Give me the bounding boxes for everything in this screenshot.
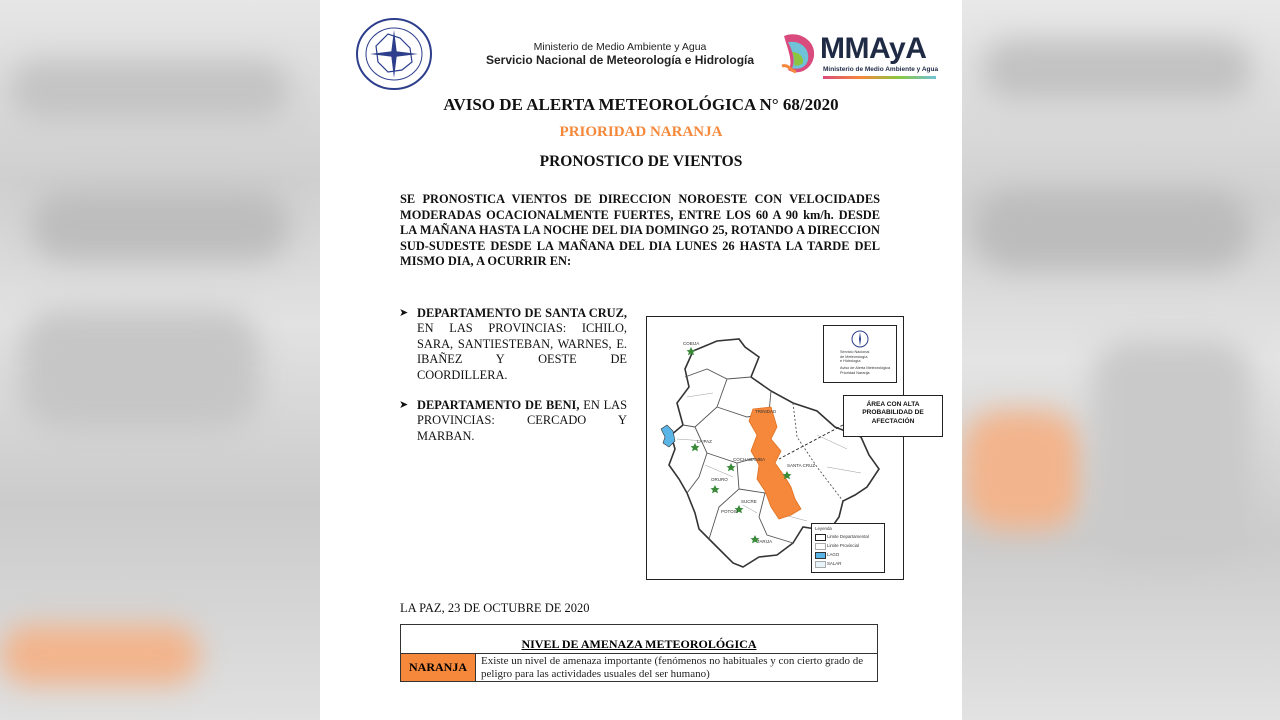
alert-title: AVISO DE ALERTA METEOROLÓGICA N° 68/2020 (443, 95, 839, 114)
threat-description: Existe un nivel de amenaza importante (fenómenos no habituales y con cierto grado de peligro para las actividades usuales del ser humano) (481, 655, 864, 680)
legend-item-lake: LAGO (827, 551, 840, 557)
mmaya-color-bar (823, 76, 936, 79)
city-label-trinidad: TRINIDAD (755, 409, 777, 414)
inset-text-3: e Hidrología (840, 359, 861, 364)
map-legend (811, 523, 885, 573)
inset-seal-icon (850, 329, 870, 349)
blurred-background-right (962, 0, 1280, 720)
inset-text-1: Servicio Nacional (840, 350, 870, 354)
legend-item-dept: Limite Departamental (827, 533, 869, 539)
bullet-beni-text: EN LAS PROVINCIAS: CERCADO Y MARBAN. (417, 398, 627, 443)
legend-title: Leyenda (815, 526, 832, 531)
bullet-santa-cruz-bold: DEPARTAMENTO DE SANTA CRUZ, (417, 306, 627, 320)
legend-swatch-salar (815, 561, 826, 568)
inset-text-5: Prioridad Naranja (840, 371, 870, 375)
city-label-oruro: ORURO (711, 477, 728, 482)
map-inset-box (823, 325, 897, 383)
mmaya-leaf-icon (778, 30, 820, 76)
inset-text-4: Aviso de Alerta Meteorológica (840, 366, 891, 370)
date-line: LA PAZ, 23 DE OCTUBRE DE 2020 (400, 601, 590, 615)
legend-swatch-dept (815, 534, 826, 541)
bullet-beni (399, 398, 627, 444)
forecast-paragraph: SE PRONOSTICA VIENTOS DE DIRECCION NOROESTE CON VELOCIDADES MODERADAS OCACIONALMENTE FUERTES, ENTRE LOS 60 A 90 km/h. DESDE LA MAÑANA HASTA LA NOCHE DEL DIA DOMINGO 25, ROTANDO A DIRECCION SUD-SUDESTE DESDE LA MAÑANA DEL DIA LUNES 26 HASTA LA TARDE DEL MISMO DIA, A OCURRIR EN: (400, 192, 880, 269)
mmaya-logo-text: MMAyA (820, 32, 927, 65)
city-label-tarija: TARIJA (757, 539, 773, 544)
arrow-bullet-icon: ➤ (399, 399, 409, 411)
threat-table-header: NIVEL DE AMENAZA METEOROLÓGICA (401, 637, 877, 654)
city-label-sucre: SUCRE (741, 499, 757, 504)
bullet-santa-cruz-text: EN LAS PROVINCIAS: ICHILO, SARA, SANTIESTEBAN, WARNES, E. IBAÑEZ Y OESTE DE COORDILLERA. (417, 321, 627, 382)
blurred-background-left (0, 0, 320, 720)
city-label-santa-cruz: SANTA CRUZ (787, 463, 816, 468)
arrow-bullet-icon: ➤ (399, 307, 409, 319)
threat-level-table (400, 624, 878, 682)
alert-map (646, 316, 924, 580)
legend-swatch-lake (815, 552, 826, 559)
priority-label: PRIORIDAD NARANJA (559, 124, 723, 140)
bullet-santa-cruz (399, 306, 627, 383)
bullet-beni-bold: DEPARTAMENTO DE BENI, (417, 398, 580, 412)
forecast-subject: PRONOSTICO DE VIENTOS (539, 153, 743, 170)
city-label-cochabamba: COCHABAMBA (733, 457, 766, 462)
legend-item-salar: SALAR (827, 560, 842, 566)
service-name: Servicio Nacional de Meteorología e Hidrología (485, 53, 755, 67)
alert-document (320, 0, 962, 720)
legend-item-prov: Limite Provincial (827, 542, 859, 548)
city-label-la-paz: LA PAZ (697, 439, 712, 444)
callout-text: ÁREA CON ALTA PROBABILIDAD DE AFECTACIÓN (862, 401, 924, 425)
mmaya-logo-subtitle: Ministerio de Medio Ambiente y Agua (823, 66, 939, 73)
threat-level-cell: NARANJA (401, 654, 476, 681)
affected-area-callout (843, 395, 943, 437)
ministry-name: Ministerio de Medio Ambiente y Agua (533, 41, 707, 53)
city-label-cobija: COBIJA (683, 341, 700, 346)
city-label-potosi: POTOSI (721, 509, 738, 514)
inset-text-2: de Meteorología (840, 354, 868, 359)
senamhi-seal-logo (354, 16, 434, 92)
legend-swatch-prov (815, 543, 826, 550)
